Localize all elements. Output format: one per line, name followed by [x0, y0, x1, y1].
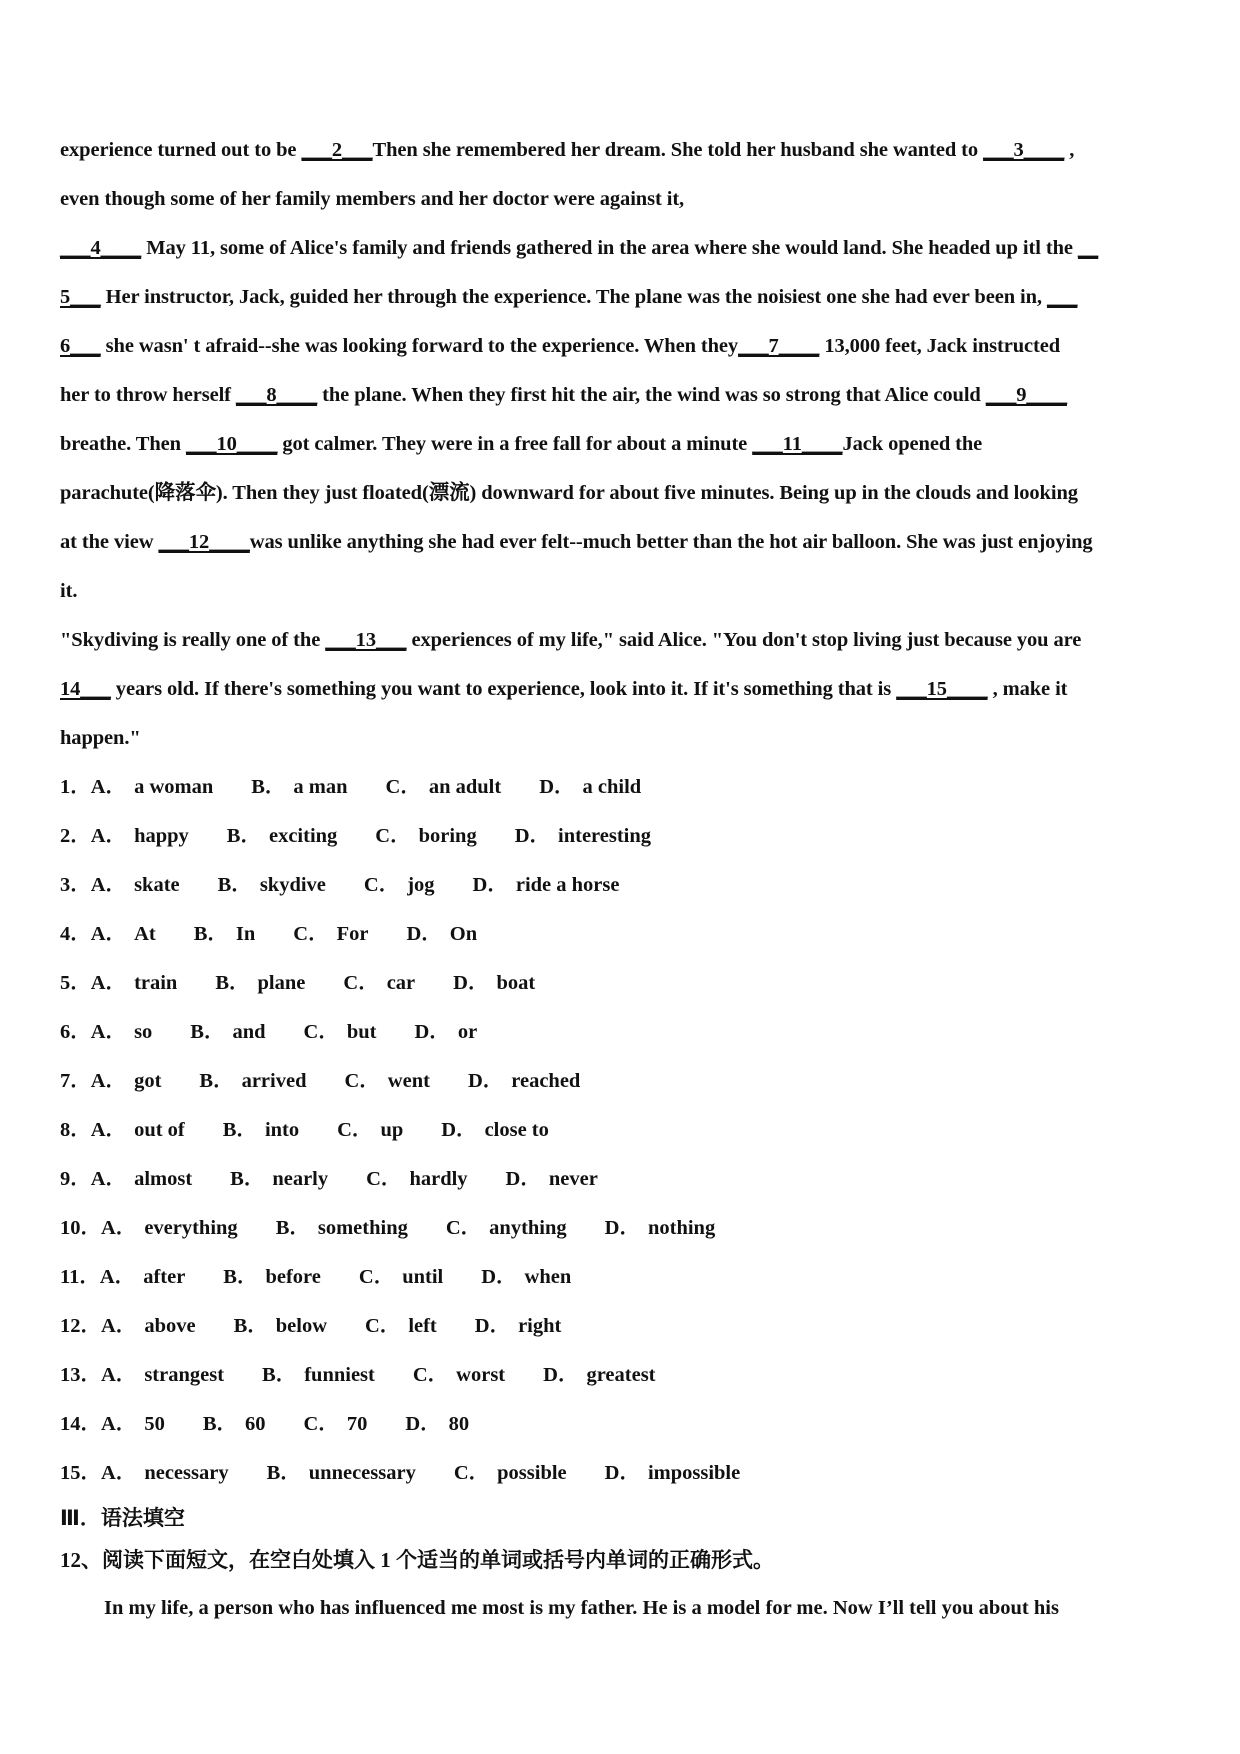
option-text: unnecessary: [308, 1462, 416, 1484]
question-row: [60, 1351, 1190, 1400]
option-text: up: [380, 1119, 404, 1141]
option-text: close to: [484, 1119, 549, 1141]
passage-text: years old. If there's something you want to experience, look into it. If it's something that is: [110, 678, 897, 700]
option-letter: A．: [101, 1315, 137, 1337]
option-text: out of: [134, 1119, 185, 1141]
option-letter: C．: [343, 972, 379, 994]
option-text: possible: [497, 1462, 567, 1484]
option-letter: A．: [101, 1364, 137, 1386]
answer-option[interactable]: [481, 1253, 571, 1302]
passage-line: [60, 126, 1190, 175]
question-row: [60, 861, 1190, 910]
grammar-passage-paragraph: In my life, a person who has influenced me most is my father. He is a model for me. Now I’ll tell you about his: [104, 1597, 1059, 1619]
answer-option[interactable]: [359, 1253, 443, 1302]
answer-option[interactable]: [203, 1400, 266, 1449]
answer-option[interactable]: [190, 1008, 265, 1057]
answer-option[interactable]: [304, 1400, 368, 1449]
passage-text: happen.": [60, 727, 141, 749]
answer-option[interactable]: [543, 1351, 655, 1400]
question-number: 15．: [60, 1462, 101, 1484]
answer-option[interactable]: [227, 812, 338, 861]
passage-line: [60, 469, 1190, 518]
option-letter: C．: [366, 1168, 402, 1190]
answer-option[interactable]: [453, 959, 535, 1008]
option-letter: B．: [233, 1315, 268, 1337]
option-letter: D．: [441, 1119, 477, 1141]
answer-option[interactable]: [366, 1155, 467, 1204]
question-row: [60, 1204, 1190, 1253]
option-letter: B．: [262, 1364, 297, 1386]
option-text: before: [265, 1266, 321, 1288]
option-letter: D．: [474, 1315, 511, 1337]
option-letter: C．: [363, 874, 400, 896]
option-text: 60: [245, 1413, 266, 1435]
option-text: interesting: [558, 825, 652, 847]
answer-option[interactable]: [605, 1449, 741, 1498]
answer-option[interactable]: [91, 763, 213, 812]
section-heading: Ⅲ．语法填空: [60, 1506, 185, 1530]
question-row: [60, 1155, 1190, 1204]
option-letter: D．: [481, 1266, 517, 1288]
option-text: after: [143, 1266, 186, 1288]
answer-blank: 6___: [60, 335, 101, 357]
option-letter: A．: [90, 1119, 127, 1141]
option-letter: D．: [405, 1413, 441, 1435]
passage-text: got calmer. They were in a free fall for about a minute: [277, 433, 753, 455]
passage-line: [60, 616, 1190, 665]
option-text: everything: [144, 1217, 238, 1239]
passage-text: , make it: [987, 678, 1068, 700]
option-letter: B．: [226, 825, 261, 847]
option-text: above: [144, 1315, 196, 1337]
answer-option[interactable]: [406, 910, 477, 959]
answer-blank: ___: [1046, 286, 1078, 308]
option-text: 50: [144, 1413, 165, 1435]
option-text: boat: [496, 972, 536, 994]
passage-line: [60, 371, 1190, 420]
answer-blank: ___10____: [186, 433, 278, 455]
option-letter: A．: [90, 1070, 127, 1092]
option-letter: A．: [101, 1413, 137, 1435]
passage-line: [60, 175, 1190, 224]
answer-blank: ___15____: [896, 678, 988, 700]
option-letter: C．: [303, 1413, 339, 1435]
question-number: 4．: [60, 923, 91, 945]
answer-option[interactable]: [304, 1008, 377, 1057]
answer-option[interactable]: [344, 1057, 429, 1106]
answer-option[interactable]: [234, 1302, 327, 1351]
answer-option[interactable]: [364, 861, 435, 910]
option-text: so: [134, 1021, 153, 1043]
option-letter: A．: [90, 1168, 127, 1190]
answer-option[interactable]: [468, 1057, 580, 1106]
option-letter: A．: [101, 1462, 137, 1484]
answer-option[interactable]: [473, 861, 620, 910]
option-letter: C．: [412, 1364, 449, 1386]
answer-option[interactable]: [454, 1449, 567, 1498]
answer-option[interactable]: [441, 1106, 549, 1155]
question-row: [60, 763, 1190, 812]
answer-option[interactable]: [293, 910, 368, 959]
option-letter: B．: [190, 1021, 225, 1043]
option-text: a man: [293, 776, 348, 798]
question-number: 2．: [60, 825, 91, 847]
answer-blank: 5___: [60, 286, 101, 308]
option-letter: A．: [101, 1217, 137, 1239]
option-text: 80: [448, 1413, 470, 1435]
answer-blank: ___8____: [235, 384, 318, 406]
passage-text: she wasn' t afraid--she was looking forward to the experience. When they: [100, 335, 739, 357]
passage-text: Jack opened the: [842, 433, 983, 455]
answer-option[interactable]: [91, 1057, 162, 1106]
option-text: impossible: [647, 1462, 741, 1484]
answer-blank: ___3____: [983, 139, 1065, 161]
question-number: 11．: [60, 1266, 100, 1288]
question-number: 13．: [60, 1364, 101, 1386]
answer-blank: ___13___: [325, 629, 407, 651]
answer-option[interactable]: [605, 1204, 716, 1253]
option-text: or: [457, 1021, 478, 1043]
option-text: almost: [134, 1168, 193, 1190]
option-letter: D．: [539, 776, 575, 798]
option-letter: C．: [445, 1217, 482, 1239]
option-text: nearly: [272, 1168, 329, 1190]
option-letter: A．: [99, 1266, 136, 1288]
answer-option[interactable]: [267, 1449, 416, 1498]
answer-option[interactable]: [386, 763, 502, 812]
passage-line: [60, 665, 1190, 714]
question-row: [60, 1057, 1190, 1106]
passage-text: at the view: [60, 531, 159, 553]
option-text: a woman: [134, 776, 214, 798]
option-letter: C．: [293, 923, 329, 945]
option-letter: C．: [358, 1266, 395, 1288]
answer-option[interactable]: [91, 1106, 185, 1155]
passage-text: experiences of my life," said Alice. "You don't stop living just because you are: [406, 629, 1082, 651]
answer-option[interactable]: [91, 959, 178, 1008]
answer-option[interactable]: [276, 1204, 408, 1253]
option-text: got: [134, 1070, 162, 1092]
option-letter: C．: [375, 825, 411, 847]
question-row: [60, 1449, 1190, 1498]
passage-text: ,: [1064, 139, 1075, 161]
answer-option[interactable]: [343, 959, 415, 1008]
option-letter: B．: [215, 972, 250, 994]
option-text: worst: [456, 1364, 506, 1386]
answer-option[interactable]: [539, 763, 641, 812]
option-text: reached: [511, 1070, 581, 1092]
option-letter: D．: [543, 1364, 579, 1386]
answer-blank: ___7____: [738, 335, 820, 357]
option-text: a child: [582, 776, 642, 798]
option-letter: B．: [266, 1462, 301, 1484]
option-text: exciting: [268, 825, 338, 847]
answer-option[interactable]: [91, 1008, 153, 1057]
passage-text: Then she remembered her dream. She told her husband she wanted to: [372, 139, 984, 161]
passage-line: [60, 714, 1190, 763]
option-text: left: [408, 1315, 437, 1337]
option-text: nothing: [647, 1217, 716, 1239]
option-letter: D．: [406, 923, 442, 945]
passage-text: "Skydiving is really one of the: [60, 629, 326, 651]
option-letter: B．: [217, 874, 252, 896]
answer-option[interactable]: [215, 959, 305, 1008]
passage-line: [60, 273, 1190, 322]
option-text: skate: [134, 874, 180, 896]
option-text: boring: [418, 825, 477, 847]
passage-line: [60, 322, 1190, 371]
option-letter: A．: [90, 825, 127, 847]
option-letter: D．: [414, 1021, 450, 1043]
option-letter: C．: [453, 1462, 490, 1484]
answer-blank: ___11____: [752, 433, 843, 455]
passage-line: [60, 518, 1190, 567]
option-text: hardly: [409, 1168, 468, 1190]
option-letter: C．: [303, 1021, 339, 1043]
option-letter: C．: [337, 1119, 373, 1141]
answer-option[interactable]: [515, 812, 651, 861]
question-row: [60, 1253, 1190, 1302]
option-text: train: [134, 972, 178, 994]
answer-option[interactable]: [506, 1155, 598, 1204]
passage-text: her to throw herself: [60, 384, 236, 406]
answer-option[interactable]: [251, 763, 347, 812]
option-text: right: [518, 1315, 562, 1337]
passage-text: was unlike anything she had ever felt--much better than the hot air balloon. She was just enjoying: [249, 531, 1093, 553]
option-letter: B．: [199, 1070, 234, 1092]
answer-option[interactable]: [223, 1253, 321, 1302]
answer-option[interactable]: [405, 1400, 469, 1449]
answer-option[interactable]: [262, 1351, 375, 1400]
answer-option[interactable]: [101, 1204, 238, 1253]
option-letter: C．: [344, 1070, 380, 1092]
option-letter: A．: [90, 776, 127, 798]
passage-text: Her instructor, Jack, guided her through the experience. The plane was the noisiest one she had ever been in,: [100, 286, 1047, 308]
answer-option[interactable]: [413, 1351, 505, 1400]
passage-line: [60, 224, 1190, 273]
answer-option[interactable]: [365, 1302, 437, 1351]
option-letter: B．: [230, 1168, 265, 1190]
option-text: necessary: [144, 1462, 229, 1484]
answer-blank: ___9____: [985, 384, 1067, 406]
answer-option[interactable]: [199, 1057, 306, 1106]
passage-text: breathe. Then: [60, 433, 186, 455]
option-text: but: [346, 1021, 377, 1043]
question-number: 1．: [60, 776, 91, 798]
option-text: funniest: [304, 1364, 375, 1386]
passage-text: May 11, some of Alice's family and friends gathered in the area where she would land. She headed up itl the: [141, 237, 1078, 259]
answer-option[interactable]: [375, 812, 476, 861]
question-row: [60, 1302, 1190, 1351]
option-text: arrived: [241, 1070, 307, 1092]
answer-option[interactable]: [475, 1302, 562, 1351]
section-instruction: 12、阅读下面短文，在空白处填入 1 个适当的单词或括号内单词的正确形式。: [60, 1548, 774, 1572]
option-text: something: [317, 1217, 408, 1239]
option-text: and: [232, 1021, 266, 1043]
passage-line: [60, 567, 1190, 616]
question-row: [60, 1400, 1190, 1449]
exam-page: [60, 126, 1190, 1632]
answer-option[interactable]: [91, 1155, 192, 1204]
question-number: 8．: [60, 1119, 91, 1141]
question-row: [60, 959, 1190, 1008]
option-text: happy: [134, 825, 189, 847]
option-letter: B．: [251, 776, 286, 798]
answer-option[interactable]: [101, 1302, 196, 1351]
option-letter: D．: [604, 1217, 640, 1239]
question-row: [60, 1106, 1190, 1155]
answer-option[interactable]: [101, 1351, 224, 1400]
question-number: 6．: [60, 1021, 91, 1043]
passage-text: it.: [60, 580, 78, 602]
option-text: For: [336, 923, 369, 945]
question-number: 7．: [60, 1070, 91, 1092]
passage-text: 13,000 feet, Jack instructed: [819, 335, 1061, 357]
option-text: jog: [407, 874, 435, 896]
question-row: [60, 1008, 1190, 1057]
question-number: 12．: [60, 1315, 101, 1337]
option-text: never: [548, 1168, 598, 1190]
answer-option[interactable]: [194, 910, 256, 959]
option-letter: B．: [275, 1217, 310, 1239]
option-text: ride a horse: [515, 874, 620, 896]
answer-option[interactable]: [101, 1449, 229, 1498]
option-letter: B．: [193, 923, 228, 945]
answer-blank: ___12____: [158, 531, 250, 553]
passage-text: experience turned out to be: [60, 139, 302, 161]
option-text: below: [275, 1315, 327, 1337]
answer-blank: ___4____: [60, 237, 142, 259]
option-text: an adult: [428, 776, 502, 798]
option-text: On: [449, 923, 478, 945]
option-letter: D．: [514, 825, 551, 847]
option-text: when: [524, 1266, 572, 1288]
question-row: [60, 910, 1190, 959]
passage-text: parachute(降落伞). Then they just floated(漂流) downward for about five minutes. Being up in the clouds and looking: [60, 482, 1078, 504]
option-text: plane: [257, 972, 306, 994]
answer-blank: __: [1077, 237, 1099, 259]
option-letter: C．: [365, 1315, 401, 1337]
option-letter: A．: [90, 1021, 127, 1043]
option-letter: D．: [467, 1070, 504, 1092]
option-text: In: [235, 923, 256, 945]
option-letter: B．: [202, 1413, 237, 1435]
option-letter: A．: [90, 874, 127, 896]
option-letter: A．: [90, 923, 127, 945]
question-number: 3．: [60, 874, 91, 896]
question-number: 5．: [60, 972, 91, 994]
option-text: greatest: [586, 1364, 656, 1386]
question-row: [60, 812, 1190, 861]
answer-option[interactable]: [337, 1106, 403, 1155]
option-letter: A．: [90, 972, 127, 994]
option-letter: D．: [472, 874, 508, 896]
passage-text: the plane. When they first hit the air, the wind was so strong that Alice could: [317, 384, 986, 406]
answer-option[interactable]: [223, 1106, 299, 1155]
passage-text: even though some of her family members and her doctor were against it,: [60, 188, 685, 210]
option-letter: D．: [505, 1168, 541, 1190]
option-letter: B．: [223, 1266, 258, 1288]
answer-blank: 14___: [60, 678, 111, 700]
answer-option[interactable]: [91, 861, 180, 910]
option-letter: D．: [453, 972, 489, 994]
answer-option[interactable]: [101, 1400, 165, 1449]
answer-option[interactable]: [415, 1008, 478, 1057]
question-list: [60, 763, 1190, 1498]
option-text: 70: [346, 1413, 368, 1435]
question-number: 10．: [60, 1217, 101, 1239]
answer-option[interactable]: [446, 1204, 567, 1253]
option-text: skydive: [259, 874, 326, 896]
answer-option[interactable]: [91, 910, 156, 959]
answer-option[interactable]: [100, 1253, 185, 1302]
option-text: At: [134, 923, 156, 945]
answer-option[interactable]: [91, 812, 189, 861]
option-text: car: [386, 972, 416, 994]
passage-line: [60, 420, 1190, 469]
option-text: until: [402, 1266, 444, 1288]
answer-option[interactable]: [230, 1155, 328, 1204]
question-number: 9．: [60, 1168, 91, 1190]
question-number: 14．: [60, 1413, 101, 1435]
option-text: anything: [489, 1217, 567, 1239]
answer-option[interactable]: [218, 861, 326, 910]
cloze-passage: [60, 126, 1190, 763]
option-letter: B．: [222, 1119, 257, 1141]
option-letter: D．: [604, 1462, 640, 1484]
option-text: into: [264, 1119, 300, 1141]
option-text: went: [387, 1070, 430, 1092]
option-text: strangest: [144, 1364, 225, 1386]
option-letter: C．: [385, 776, 421, 798]
answer-blank: ___2___: [301, 139, 373, 161]
